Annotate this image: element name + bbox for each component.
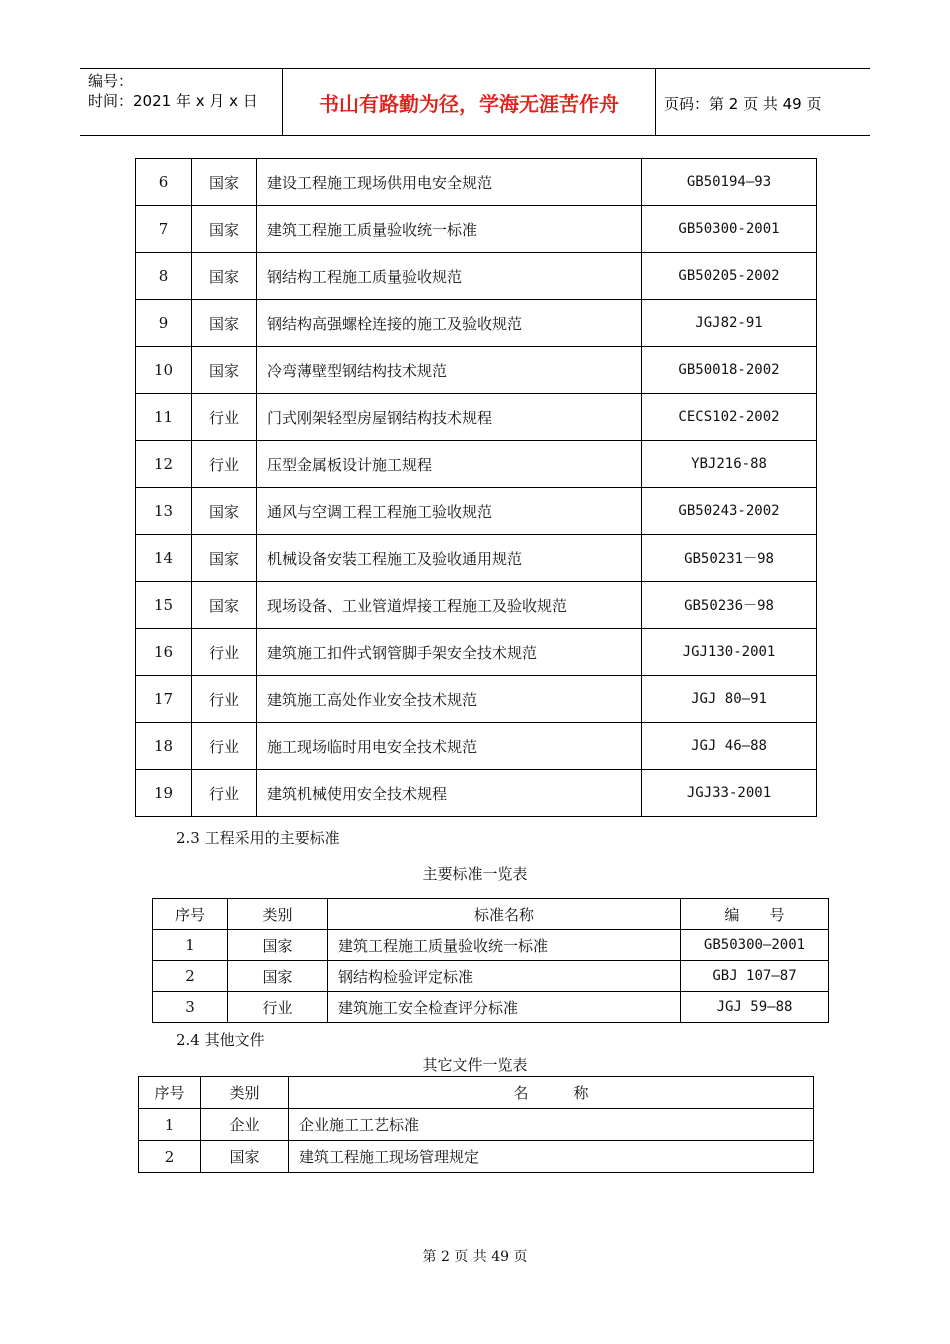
table-row (136, 206, 817, 253)
row-standard-name: 现场设备、工业管道焊接工程施工及验收规范 (257, 582, 642, 629)
table-row (136, 629, 817, 676)
row-standard-name: 建筑施工高处作业安全技术规范 (257, 676, 642, 723)
row-standard-code: JGJ82-91 (642, 300, 817, 347)
row-category: 国家 (192, 300, 257, 347)
row-number: 14 (136, 535, 192, 582)
row-standard-code: JGJ 80—91 (642, 676, 817, 723)
row-standard-code: JGJ 59—88 (681, 992, 829, 1023)
table-row (136, 347, 817, 394)
row-category: 国家 (192, 347, 257, 394)
row-standard-name: 建筑机械使用安全技术规程 (257, 770, 642, 817)
main-standards-table-title: 主要标准一览表 (422, 865, 528, 883)
table-row (153, 961, 829, 992)
table-row (136, 253, 817, 300)
table-header-row (139, 1077, 814, 1109)
row-category: 国家 (192, 582, 257, 629)
row-number: 17 (136, 676, 192, 723)
column-header-category: 类别 (228, 899, 328, 930)
row-standard-name: 冷弯薄壁型钢结构技术规范 (257, 347, 642, 394)
table-row (136, 300, 817, 347)
section-2-4-heading: 2.4 其他文件 (176, 1031, 265, 1049)
row-category: 行业 (192, 629, 257, 676)
row-standard-code: GB50205-2002 (642, 253, 817, 300)
table-row (136, 441, 817, 488)
row-category: 行业 (192, 770, 257, 817)
column-header-category: 类别 (201, 1077, 289, 1109)
row-number: 12 (136, 441, 192, 488)
row-standard-name: 施工现场临时用电安全技术规范 (257, 723, 642, 770)
row-category: 行业 (192, 394, 257, 441)
row-standard-code: GB50236－98 (642, 582, 817, 629)
row-number: 8 (136, 253, 192, 300)
table-header-row (153, 899, 829, 930)
row-standard-name: 建筑工程施工质量验收统一标准 (328, 930, 681, 961)
other-documents-table (138, 1076, 814, 1173)
column-header-number: 序号 (153, 899, 228, 930)
other-documents-table-title: 其它文件一览表 (422, 1056, 528, 1074)
row-category: 国家 (228, 961, 328, 992)
row-category: 国家 (192, 159, 257, 206)
header-motto: 书山有路勤为径，学海无涯苦作舟 (319, 92, 619, 116)
doc-number-label: 编号： (88, 72, 134, 90)
row-category: 国家 (201, 1141, 289, 1173)
table-row (136, 394, 817, 441)
row-standard-name: 建筑工程施工质量验收统一标准 (257, 206, 642, 253)
page-footer: 第 2 页 共 49 页 (422, 1249, 528, 1265)
table-row (139, 1109, 814, 1141)
regulations-table (135, 158, 817, 817)
row-standard-code: GB50231－98 (642, 535, 817, 582)
row-number: 15 (136, 582, 192, 629)
row-number: 10 (136, 347, 192, 394)
table-row (136, 159, 817, 206)
row-category: 国家 (192, 488, 257, 535)
row-category: 企业 (201, 1109, 289, 1141)
row-number: 13 (136, 488, 192, 535)
row-number: 18 (136, 723, 192, 770)
row-number: 11 (136, 394, 192, 441)
row-standard-name: 门式刚架轻型房屋钢结构技术规程 (257, 394, 642, 441)
page-indicator: 页码：第 2 页 共 49 页 (664, 95, 822, 113)
table-row (139, 1141, 814, 1173)
row-category: 国家 (228, 930, 328, 961)
table-row (153, 992, 829, 1023)
row-standard-code: GB50243-2002 (642, 488, 817, 535)
row-standard-code: CECS102-2002 (642, 394, 817, 441)
row-category: 行业 (192, 723, 257, 770)
row-standard-name: 钢结构高强螺栓连接的施工及验收规范 (257, 300, 642, 347)
table-row (136, 582, 817, 629)
row-category: 行业 (192, 441, 257, 488)
column-header-name: 名 称 (289, 1077, 814, 1109)
row-document-name: 建筑工程施工现场管理规定 (289, 1141, 814, 1173)
table-row (136, 723, 817, 770)
table-row (136, 535, 817, 582)
doc-date-label: 时间：2021 年 x 月 x 日 (88, 92, 258, 110)
row-standard-code: JGJ130-2001 (642, 629, 817, 676)
row-standard-name: 钢结构工程施工质量验收规范 (257, 253, 642, 300)
row-standard-name: 压型金属板设计施工规程 (257, 441, 642, 488)
row-number: 1 (153, 930, 228, 961)
column-header-code: 编 号 (681, 899, 829, 930)
row-standard-name: 通风与空调工程工程施工验收规范 (257, 488, 642, 535)
row-standard-name: 建筑施工扣件式钢管脚手架安全技术规范 (257, 629, 642, 676)
row-standard-code: GBJ 107—87 (681, 961, 829, 992)
header-top-rule (80, 68, 870, 69)
row-standard-name: 机械设备安装工程施工及验收通用规范 (257, 535, 642, 582)
row-standard-name: 建筑施工安全检查评分标准 (328, 992, 681, 1023)
table-row (153, 930, 829, 961)
main-standards-table (152, 898, 829, 1023)
row-standard-name: 建设工程施工现场供用电安全规范 (257, 159, 642, 206)
row-number: 1 (139, 1109, 201, 1141)
row-number: 19 (136, 770, 192, 817)
row-number: 9 (136, 300, 192, 347)
row-standard-code: JGJ33-2001 (642, 770, 817, 817)
row-document-name: 企业施工工艺标准 (289, 1109, 814, 1141)
row-standard-code: GB50018-2002 (642, 347, 817, 394)
row-number: 16 (136, 629, 192, 676)
column-header-name: 标准名称 (328, 899, 681, 930)
row-standard-code: JGJ 46—88 (642, 723, 817, 770)
table-row (136, 676, 817, 723)
row-number: 2 (139, 1141, 201, 1173)
row-category: 行业 (192, 676, 257, 723)
table-row (136, 488, 817, 535)
row-standard-code: YBJ216-88 (642, 441, 817, 488)
header-bottom-rule (80, 135, 870, 136)
row-category: 国家 (192, 535, 257, 582)
row-standard-name: 钢结构检验评定标准 (328, 961, 681, 992)
row-category: 国家 (192, 253, 257, 300)
row-standard-code: GB50300-2001 (642, 206, 817, 253)
table-row (136, 770, 817, 817)
row-number: 3 (153, 992, 228, 1023)
row-standard-code: GB50300—2001 (681, 930, 829, 961)
column-header-number: 序号 (139, 1077, 201, 1109)
section-2-3-heading: 2.3 工程采用的主要标准 (176, 829, 340, 847)
row-number: 2 (153, 961, 228, 992)
header-divider-right (655, 68, 656, 136)
row-number: 6 (136, 159, 192, 206)
row-category: 行业 (228, 992, 328, 1023)
row-category: 国家 (192, 206, 257, 253)
row-standard-code: GB50194—93 (642, 159, 817, 206)
row-number: 7 (136, 206, 192, 253)
